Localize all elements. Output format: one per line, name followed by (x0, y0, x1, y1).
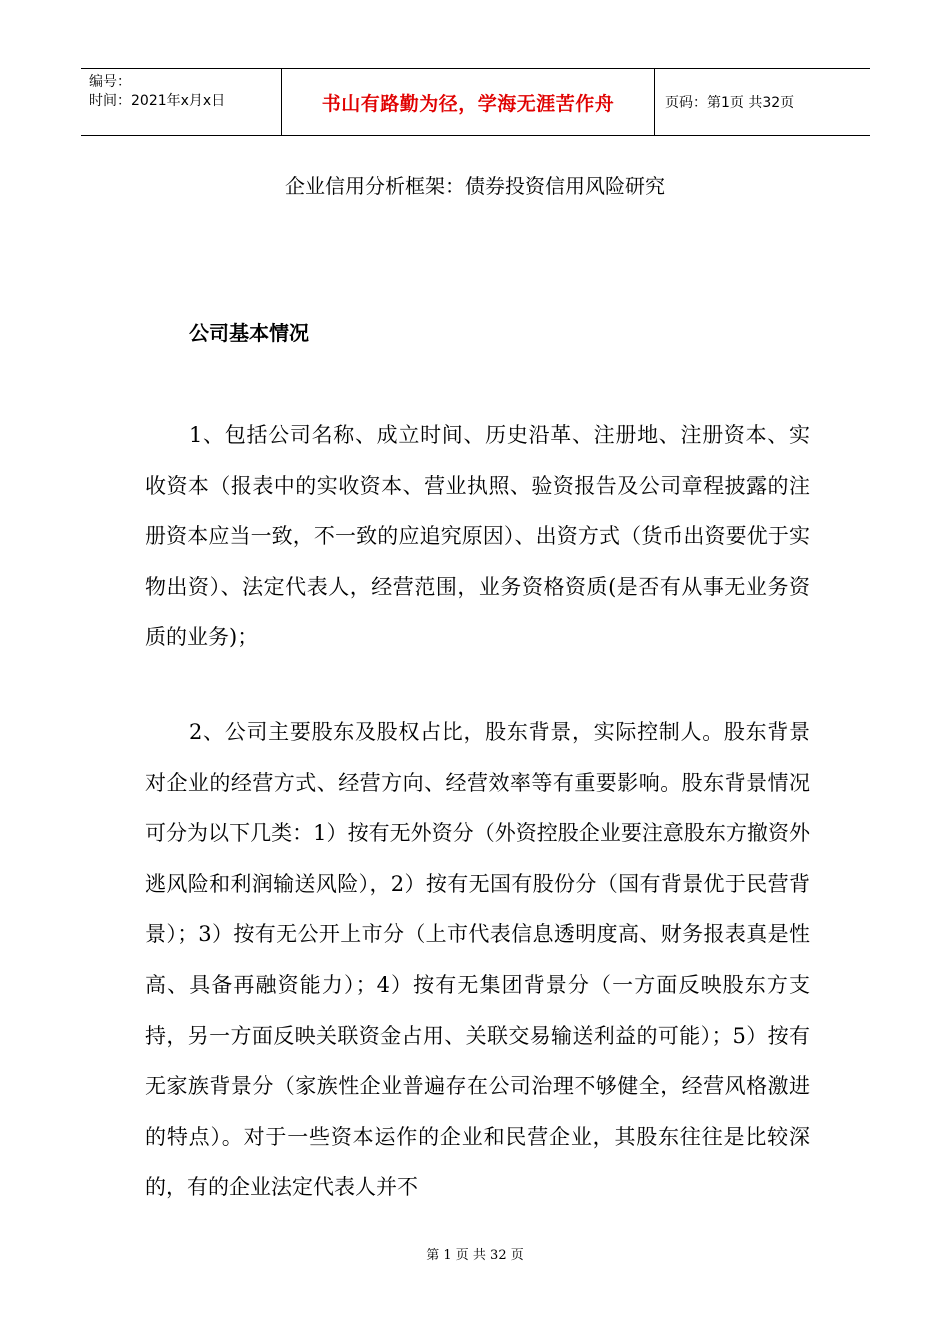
section-heading: 公司基本情况 (189, 321, 309, 345)
header-page-info: 页码：第1页 共32页 (665, 95, 795, 111)
header-motto: 书山有路勤为径，学海无涯苦作舟 (282, 69, 655, 135)
paragraph-2: 2、公司主要股东及股权占比，股东背景，实际控制人。股东背景对企业的经营方式、经营方向、经营效率等有重要影响。股东背景情况可分为以下几类：1）按有无外资分（外资控股企业要注意股东方撤资外逃风险和利润输送风险），2）按有无国有股份分（国有背景优于民营背景）；3）按有无公开上市分（上市代表信息透明度高、财务报表真是性高、具备再融资能力）；4）按有无集团背景分（一方面反映股东方支持，另一方面反映关联资金占用、关联交易输送利益的可能）；5）按有无家族背景分（家族性企业普遍存在公司治理不够健全，经营风格激进的特点）。对于一些资本运作的企业和民营企业，其股东往往是比较深的，有的企业法定代表人并不 (145, 720, 810, 1200)
header-meta-cell (81, 69, 282, 135)
document-title: 企业信用分析框架：债券投资信用风险研究 (285, 174, 665, 198)
paragraph-1: 1、包括公司名称、成立时间、历史沿革、注册地、注册资本、实收资本（报表中的实收资本、营业执照、验资报告及公司章程披露的注册资本应当一致，不一致的应追究原因）、出资方式（货币出资要优于实物出资）、法定代表人，经营范围，业务资格资质(是否有从事无业务资质的业务)； (145, 423, 810, 650)
document-date: 时间：2021年x月x日 (89, 93, 226, 109)
document-header (81, 68, 870, 136)
page-footer: 第 1 页 共 32 页 (426, 1248, 524, 1263)
document-number-label: 编号： (89, 74, 131, 90)
